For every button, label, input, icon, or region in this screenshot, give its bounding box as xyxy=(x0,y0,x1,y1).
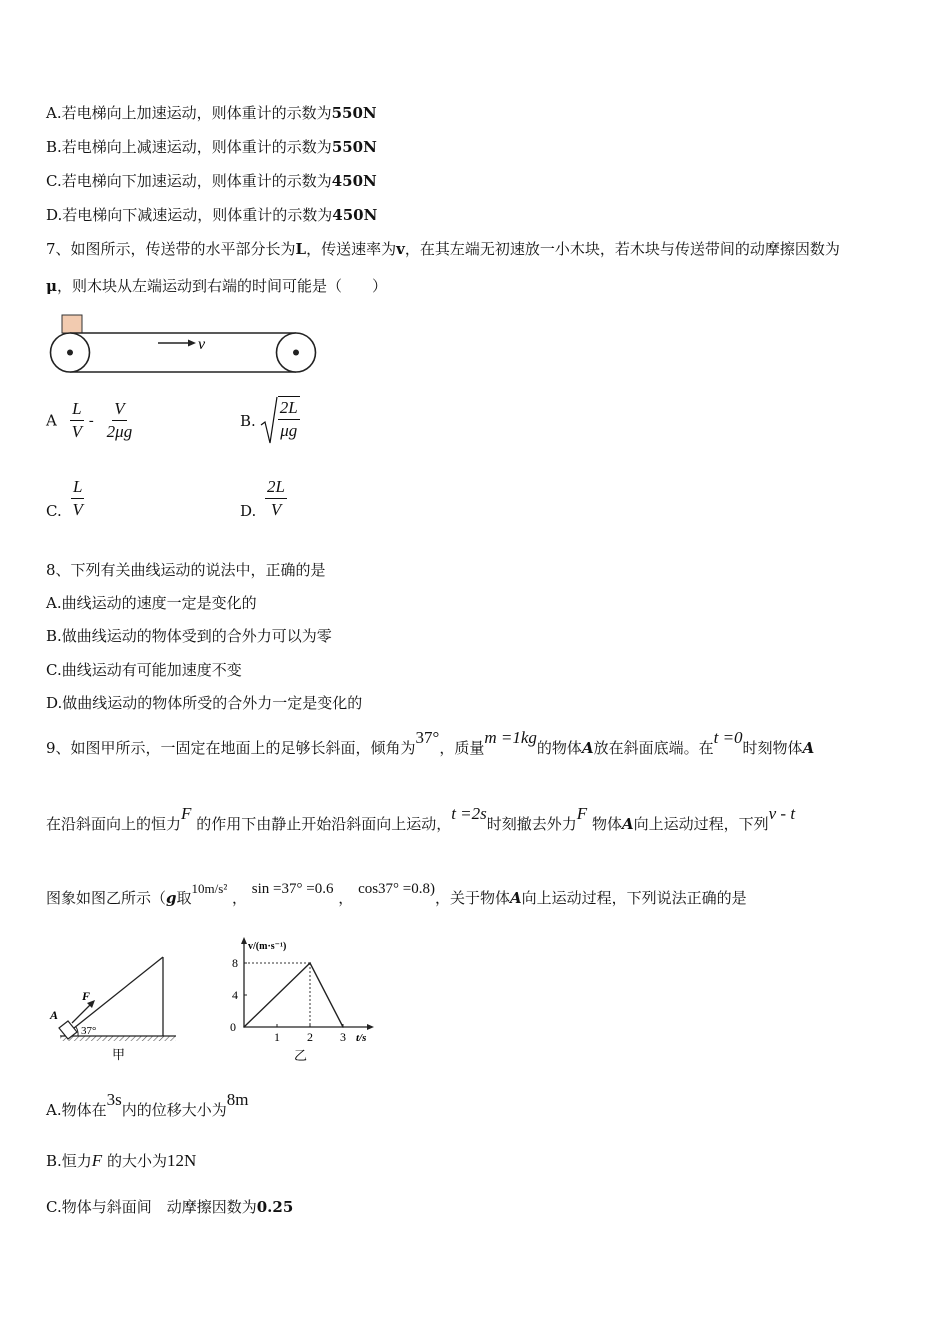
caption-jia: 甲 xyxy=(112,1047,126,1062)
vt-graph xyxy=(228,935,378,1065)
y-axis-label: v/(m·s⁻¹) xyxy=(248,941,287,952)
vt-data-point xyxy=(342,1026,344,1028)
vt-series-line xyxy=(244,963,343,1027)
y-tick-label: 8 xyxy=(232,956,238,970)
incline-hypotenuse xyxy=(64,957,163,1036)
q6-option-a: A.若电梯向上加速运动，则体重计的示数为550N xyxy=(46,104,377,122)
incline-figure xyxy=(46,950,181,1065)
q8-option-b: B.做曲线运动的物体受到的合外力可以为零 xyxy=(46,627,332,645)
caption-yi: 乙 xyxy=(294,1048,308,1063)
q9-option-a: A.物体在3s内的位移大小为8m xyxy=(46,1090,249,1119)
sqrt-sign xyxy=(260,395,278,447)
q7-option-d: D. $\frac{2L}{V}$ xyxy=(240,477,286,520)
right-axle xyxy=(293,350,299,356)
q8-stem: 8、下列有关曲线运动的说法中，正确的是 xyxy=(46,561,326,579)
label-A: A xyxy=(50,1008,59,1022)
q9-stem-line3: 图象如图乙所示（g取10m/s² ， sin =37° =0.6 ， cos37° =0.8)，关于物体A向上运动过程，下列说法正确的是 xyxy=(46,881,747,907)
vt-data-point xyxy=(243,1026,245,1028)
x-tick-label: 3 xyxy=(340,1030,346,1044)
q9-option-b: B.恒力F 的大小为12N xyxy=(46,1151,197,1170)
x-axis-label: t/s xyxy=(356,1032,367,1044)
q6-option-c: C.若电梯向下加速运动，则体重计的示数为450N xyxy=(46,172,377,190)
plot-area xyxy=(232,956,346,1044)
wood-block xyxy=(62,315,82,333)
q8-option-d: D.做曲线运动的物体所受的合外力一定是变化的 xyxy=(46,694,363,712)
q8-option-a: A.曲线运动的速度一定是变化的 xyxy=(46,594,257,612)
q7-stem-line2: μ，则木块从左端运动到右端的时间可能是（ ） xyxy=(46,277,387,295)
q6-option-b: B.若电梯向上减速运动，则体重计的示数为550N xyxy=(46,138,377,156)
left-axle xyxy=(67,350,73,356)
q9-option-c: C.物体与斜面间 动摩擦因数为0.25 xyxy=(46,1198,294,1216)
q8-option-c: C.曲线运动有可能加速度不变 xyxy=(46,661,242,679)
label-F: F xyxy=(82,989,91,1003)
y-tick-label: 4 xyxy=(232,988,238,1002)
q9-stem-line2: 在沿斜面向上的恒力F 的作用下由静止开始沿斜面向上运动，t =2s时刻撤去外力F 物体A向上运动过程，下列v - t xyxy=(46,804,796,833)
q6-option-d: D.若电梯向下减速运动，则体重计的示数为450N xyxy=(46,206,378,224)
q7-option-b: B. $\frac{2L}{\mu g}$ xyxy=(240,395,300,447)
x-tick-label: 2 xyxy=(307,1030,313,1044)
conveyor-belt-figure xyxy=(46,310,326,378)
q9-stem-line1: 9、如图甲所示，一固定在地面上的足够长斜面，倾角为37°，质量m =1kg的物体A放在斜面底端。在t =0时刻物体A xyxy=(46,728,815,757)
vt-data-point xyxy=(309,962,311,964)
q7-stem-line1: 7、如图所示，传送带的水平部分长为L，传送速率为v，在其左端无初速放一小木块，若木块与传送带间的动摩擦因数为 xyxy=(46,240,840,258)
q7-option-a: A $\frac{L}{V}$ - $\frac{V}{2\mu g}$ xyxy=(46,399,133,441)
velocity-label: v xyxy=(198,336,206,353)
label-angle: 37° xyxy=(81,1025,97,1037)
origin-label: 0 xyxy=(230,1020,236,1034)
force-arrow xyxy=(72,1003,92,1023)
x-tick-label: 1 xyxy=(274,1030,280,1044)
ground-hatch xyxy=(60,1036,176,1041)
q7-option-c: C. $\frac{L}{V}$ xyxy=(46,477,83,520)
